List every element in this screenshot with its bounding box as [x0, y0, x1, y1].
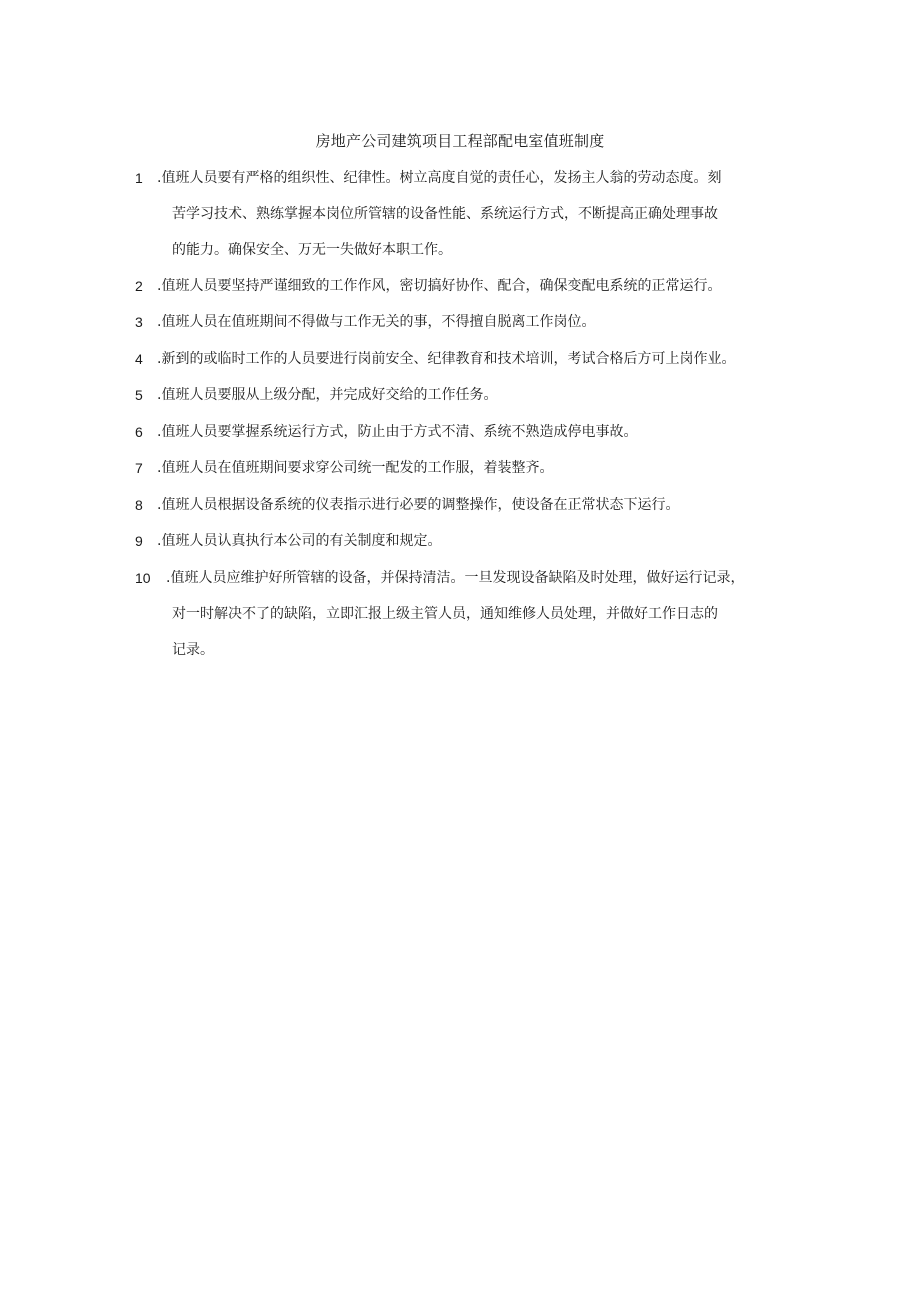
list-item — [135, 160, 825, 268]
item-text-line: 记录。 — [172, 642, 214, 658]
item-number: 4 — [135, 351, 143, 367]
item-text-line: .值班人员认真执行本公司的有关制度和规定。 — [157, 533, 442, 549]
list-item — [135, 268, 825, 304]
document-title: 房地产公司建筑项目工程部配电室值班制度 — [315, 132, 605, 150]
item-text-line: .值班人员根据设备系统的仪表指示进行必要的调整操作，使设备在正常状态下运行。 — [157, 497, 680, 513]
item-text-line: .值班人员在值班期间不得做与工作无关的事，不得擅自脱离工作岗位。 — [157, 314, 596, 330]
item-text-line: 的能力。确保安全、万无一失做好本职工作。 — [172, 242, 452, 258]
item-text-line: .值班人员要有严格的组织性、纪律性。树立高度自觉的责任心，发扬主人翁的劳动态度。刻 — [157, 170, 722, 186]
item-text-line: .值班人员要服从上级分配，并完成好交给的工作任务。 — [157, 387, 498, 403]
item-text-line: .值班人员应维护好所管辖的设备，并保持清洁。一旦发现设备缺陷及时处理，做好运行记录， — [166, 570, 745, 586]
item-number: 2 — [135, 278, 143, 294]
item-number: 10 — [135, 570, 151, 586]
item-number: 3 — [135, 314, 143, 330]
list-item — [135, 414, 825, 450]
list-item — [135, 377, 825, 413]
item-text-line: 对一时解决不了的缺陷，立即汇报上级主管人员，通知维修人员处理，并做好工作日志的 — [172, 606, 718, 622]
item-number: 6 — [135, 424, 143, 440]
list-item — [135, 450, 825, 486]
item-text-line: .值班人员要坚持严谨细致的工作作风，密切搞好协作、配合，确保变配电系统的正常运行。 — [157, 278, 722, 294]
item-number: 9 — [135, 533, 143, 549]
item-number: 1 — [135, 170, 143, 186]
item-text-line: 苦学习技术、熟练掌握本岗位所管辖的设备性能、系统运行方式，不断提高正确处理事故 — [172, 206, 718, 222]
item-number: 7 — [135, 460, 143, 476]
item-text-line: .值班人员在值班期间要求穿公司统一配发的工作服，着装整齐。 — [157, 460, 554, 476]
list-item — [135, 560, 825, 668]
list-item — [135, 523, 825, 559]
list-item — [135, 487, 825, 523]
list-item — [135, 341, 825, 377]
item-text-line: .值班人员要掌握系统运行方式，防止由于方式不清、系统不熟造成停电事故。 — [157, 424, 638, 440]
item-number: 5 — [135, 387, 143, 403]
item-text-line: .新到的或临时工作的人员要进行岗前安全、纪律教育和技术培训，考试合格后方可上岗作业。 — [157, 351, 736, 367]
item-number: 8 — [135, 497, 143, 513]
list-item — [135, 304, 825, 340]
